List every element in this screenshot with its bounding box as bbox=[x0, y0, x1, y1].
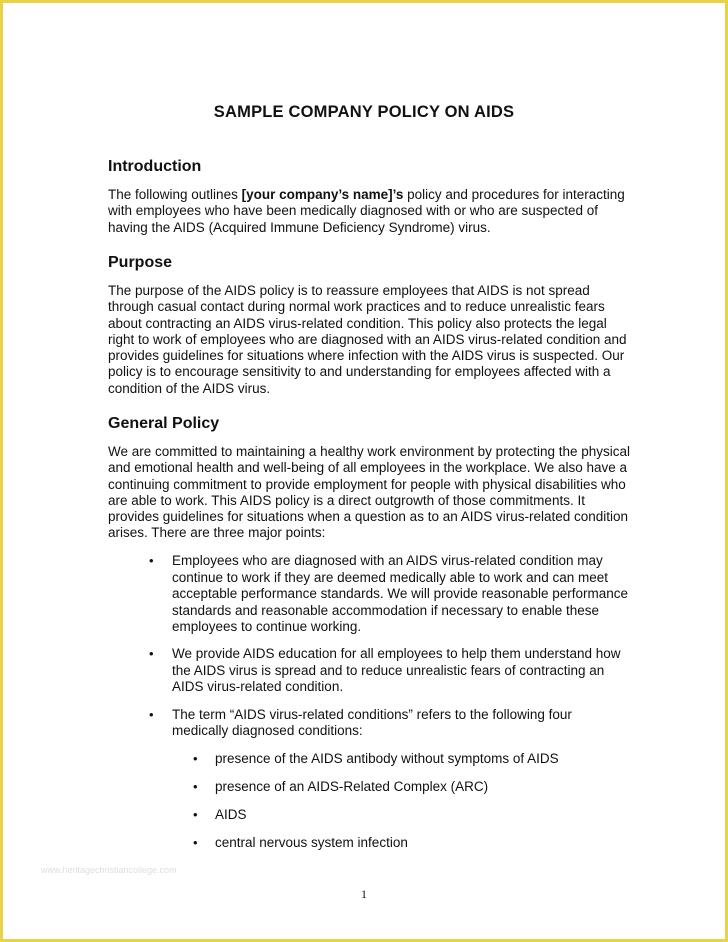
list-item bbox=[108, 646, 630, 696]
bullet-icon: • bbox=[193, 750, 198, 766]
watermark: www.heritagechristiancollege.com bbox=[41, 865, 177, 875]
bullet-icon: • bbox=[193, 807, 198, 823]
bullet-icon: • bbox=[149, 645, 154, 661]
sublist-item-text: presence of the AIDS antibody without symptoms of AIDS bbox=[215, 750, 559, 766]
list-item-text: We provide AIDS education for all employees to help them understand how the AIDS virus is spread and to reduce unrealistic fears of contracting an AIDS virus-related condition. bbox=[172, 645, 621, 695]
heading-purpose: Purpose bbox=[108, 254, 173, 271]
sublist-item bbox=[108, 779, 630, 796]
company-name-placeholder: [your company’s name]’s bbox=[241, 187, 404, 202]
bullet-icon: • bbox=[149, 706, 154, 722]
bullet-icon: • bbox=[193, 835, 198, 851]
purpose-paragraph: The purpose of the AIDS policy is to reassure employees that AIDS is not spread through casual contact during normal work practices and to reduce unrealistic fears about contracting an AIDS virus-related condition. This policy also protects the legal right to work of employees who are diagnosed with an AIDS virus-related condition and provides guidelines for situations where infection with the AIDS virus is suspected. Our policy is to encourage sensitivity to and understanding for employees affected with a condition of the AIDS virus. bbox=[108, 283, 627, 396]
introduction-text-end: policy and procedures for interacting with employees who have been medically diagnosed with or who are suspected of having the AIDS (Acquired Immune Deficiency Syndrome) virus. bbox=[108, 187, 625, 235]
sublist-item-text: presence of an AIDS-Related Complex (ARC) bbox=[215, 779, 489, 795]
introduction-paragraph bbox=[108, 187, 630, 236]
page-number: 1 bbox=[361, 887, 367, 901]
introduction-text-start: The following outlines bbox=[108, 187, 242, 202]
sublist-item bbox=[108, 807, 630, 824]
bullet-icon: • bbox=[193, 779, 198, 795]
list-item bbox=[108, 707, 630, 852]
sublist-item bbox=[108, 835, 630, 852]
document-title: SAMPLE COMPANY POLICY ON AIDS bbox=[213, 103, 515, 121]
list-item-text: Employees who are diagnosed with an AIDS virus-related condition may continue to work if they are deemed medically able to work and can meet acceptable performance standards. We will provide reasonable performance standards and reasonable accommodation if necessary to enable these employees to continue working. bbox=[172, 553, 628, 635]
sublist-item-text: central nervous system infection bbox=[215, 835, 408, 851]
list-item-text: The term “AIDS virus-related conditions” refers to the following four medically diagnosed conditions: bbox=[172, 706, 572, 739]
sublist-item-text: AIDS bbox=[215, 807, 247, 823]
heading-general-policy: General Policy bbox=[108, 415, 220, 432]
conditions-sublist bbox=[108, 751, 630, 852]
bullet-icon: • bbox=[149, 553, 154, 568]
sublist-item bbox=[108, 751, 630, 768]
list-item bbox=[108, 553, 630, 636]
heading-introduction: Introduction bbox=[108, 158, 202, 175]
major-points-list bbox=[108, 553, 630, 852]
general-policy-paragraph: We are committed to maintaining a healthy work environment by protecting the physical and emotional health and well-being of all employees in the workplace. We also have a continuing commitment to provide employment for people with physical disabilities who are able to work. This AIDS policy is a direct outgrowth of those commitments. It provides guidelines for situations when a question as to an AIDS virus-related condition arises. There are three major points: bbox=[108, 444, 631, 541]
